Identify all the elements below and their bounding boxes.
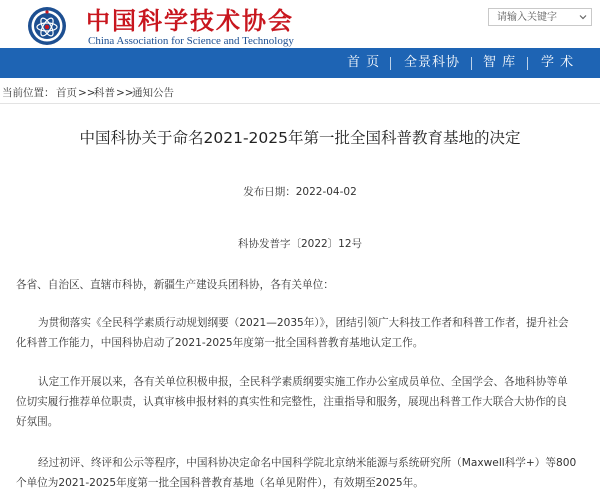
paragraph-line: 为贯彻落实《全民科学素质行动规划纲要（2021—2035年）》，团结引领广大科技工作者和科普工作者，提升社会	[38, 317, 569, 329]
article-title: 中国科协关于命名2021-2025年第一批全国科普教育基地的决定	[79, 129, 521, 147]
logo-english-name[interactable]: China Association for Science and Technology	[88, 35, 294, 47]
divider	[0, 103, 600, 104]
site-header	[0, 0, 600, 48]
document-number: 科协发普字〔2022〕12号	[237, 238, 363, 250]
breadcrumb-link-notices[interactable]: 通知公告	[132, 87, 174, 99]
paragraph-line: 好氛围。	[16, 416, 59, 428]
body-paragraph-1	[16, 313, 594, 353]
search-input[interactable]	[489, 9, 585, 25]
body-paragraph-2	[16, 372, 594, 432]
logo-chinese-name[interactable]: 中国科学技术协会	[86, 6, 294, 35]
main-nav	[0, 48, 600, 78]
cast-emblem-icon[interactable]	[27, 6, 67, 46]
breadcrumb-link-home[interactable]: 首页	[56, 87, 77, 99]
paragraph-line: 位切实履行推荐单位职责，认真审核申报材料的真实性和完整性，注重指导和服务，展现出科普工作大联合大协作的良	[16, 396, 567, 408]
nav-item-home[interactable]: 首 页	[347, 55, 381, 70]
nav-item-overview[interactable]: 全景科协	[404, 55, 461, 70]
paragraph-line: 化科普工作能力，中国科协启动了2021-2025年度第一批全国科普教育基地认定工作。	[16, 337, 424, 349]
nav-item-think-tank[interactable]: 智 库	[483, 55, 517, 70]
body-paragraph-3	[16, 453, 594, 493]
paragraph-line: 各省、自治区、直辖市科协，新疆生产建设兵团科协，各有关单位：	[16, 279, 334, 291]
breadcrumb-separator: >>	[78, 87, 96, 99]
nav-divider	[471, 57, 472, 70]
search-box[interactable]	[488, 8, 592, 26]
paragraph-line: 个单位为2021-2025年度第一批全国科普教育基地（名单见附件），有效期至2025年。	[16, 477, 424, 489]
nav-item-academic[interactable]: 学 术	[541, 55, 575, 70]
paragraph-line: 经过初评、终评和公示等程序，中国科协决定命名中国科学院北京纳米能源与系统研究所（Maxwell科学+）等800	[38, 457, 577, 469]
chevron-down-icon[interactable]	[579, 13, 587, 21]
nav-divider	[390, 57, 391, 70]
breadcrumb	[0, 84, 600, 102]
breadcrumb-separator: >>	[116, 87, 134, 99]
nav-divider	[527, 57, 528, 70]
publish-date: 发布日期：2022-04-02	[243, 186, 357, 198]
breadcrumb-label: 当前位置：	[2, 87, 55, 99]
paragraph-line: 认定工作开展以来，各有关单位积极申报，全民科学素质纲要实施工作办公室成员单位、全国学会、各地科协等单	[38, 376, 568, 388]
salutation-paragraph	[16, 275, 594, 295]
breadcrumb-link-kepu[interactable]: 科普	[94, 87, 115, 99]
